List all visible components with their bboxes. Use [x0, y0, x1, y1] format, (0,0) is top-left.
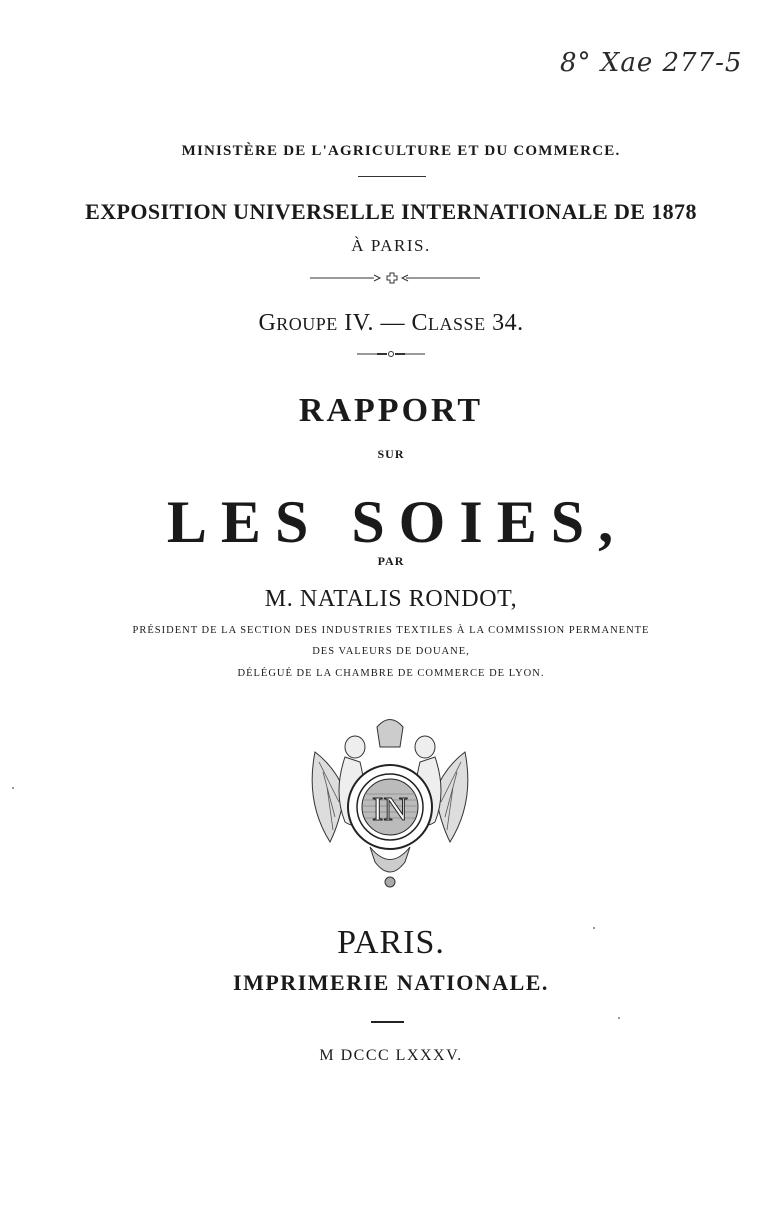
groupe-label: ROUPE [276, 314, 338, 334]
divider-rule [371, 1021, 404, 1023]
groupe-initial: G [258, 310, 277, 336]
scan-speck [593, 927, 595, 929]
ministry-heading: MINISTÈRE DE L'AGRICULTURE ET DU COMMERCE. [181, 143, 621, 159]
author-title-line: PRÉSIDENT DE LA SECTION DES INDUSTRIES TEXTILES À LA COMMISSION PERMANENTE [132, 625, 650, 636]
imprimerie-nationale-emblem-icon [305, 712, 475, 892]
publication-city: PARIS. [337, 924, 445, 961]
author-title-line: DES VALEURS DE DOUANE, [312, 646, 470, 657]
sur-line: SUR [377, 447, 405, 461]
par-line: PAR [377, 554, 405, 568]
ornamental-divider-icon [310, 270, 480, 286]
exposition-heading: EXPOSITION UNIVERSELLE INTERNATIONALE DE 1878 [85, 199, 697, 224]
author-title-line: DÉLÉGUÉ DE LA CHAMBRE DE COMMERCE DE LYON. [237, 668, 545, 679]
emblem-monogram: IN [372, 791, 408, 828]
small-ornament-icon [357, 349, 425, 359]
groupe-classe-line [0, 310, 782, 337]
location-line: À PARIS. [351, 236, 431, 255]
publisher-name: IMPRIMERIE NATIONALE. [233, 970, 549, 995]
scan-speck [618, 1017, 620, 1019]
classe-number: 34. [492, 310, 524, 336]
em-dash: — [380, 310, 406, 336]
author-name: M. NATALIS RONDOT, [264, 586, 518, 612]
handwritten-shelfmark: 8° Xae 277-5 [560, 48, 743, 78]
subject-title: LES SOIES, [166, 489, 628, 555]
divider-rule [358, 176, 426, 177]
publication-year: M DCCC LXXXV. [319, 1047, 463, 1064]
scan-speck [12, 787, 14, 789]
classe-label: LASSE [428, 314, 486, 334]
groupe-number: IV. [344, 310, 375, 336]
classe-initial: C [411, 310, 429, 336]
rapport-heading: RAPPORT [298, 392, 484, 429]
